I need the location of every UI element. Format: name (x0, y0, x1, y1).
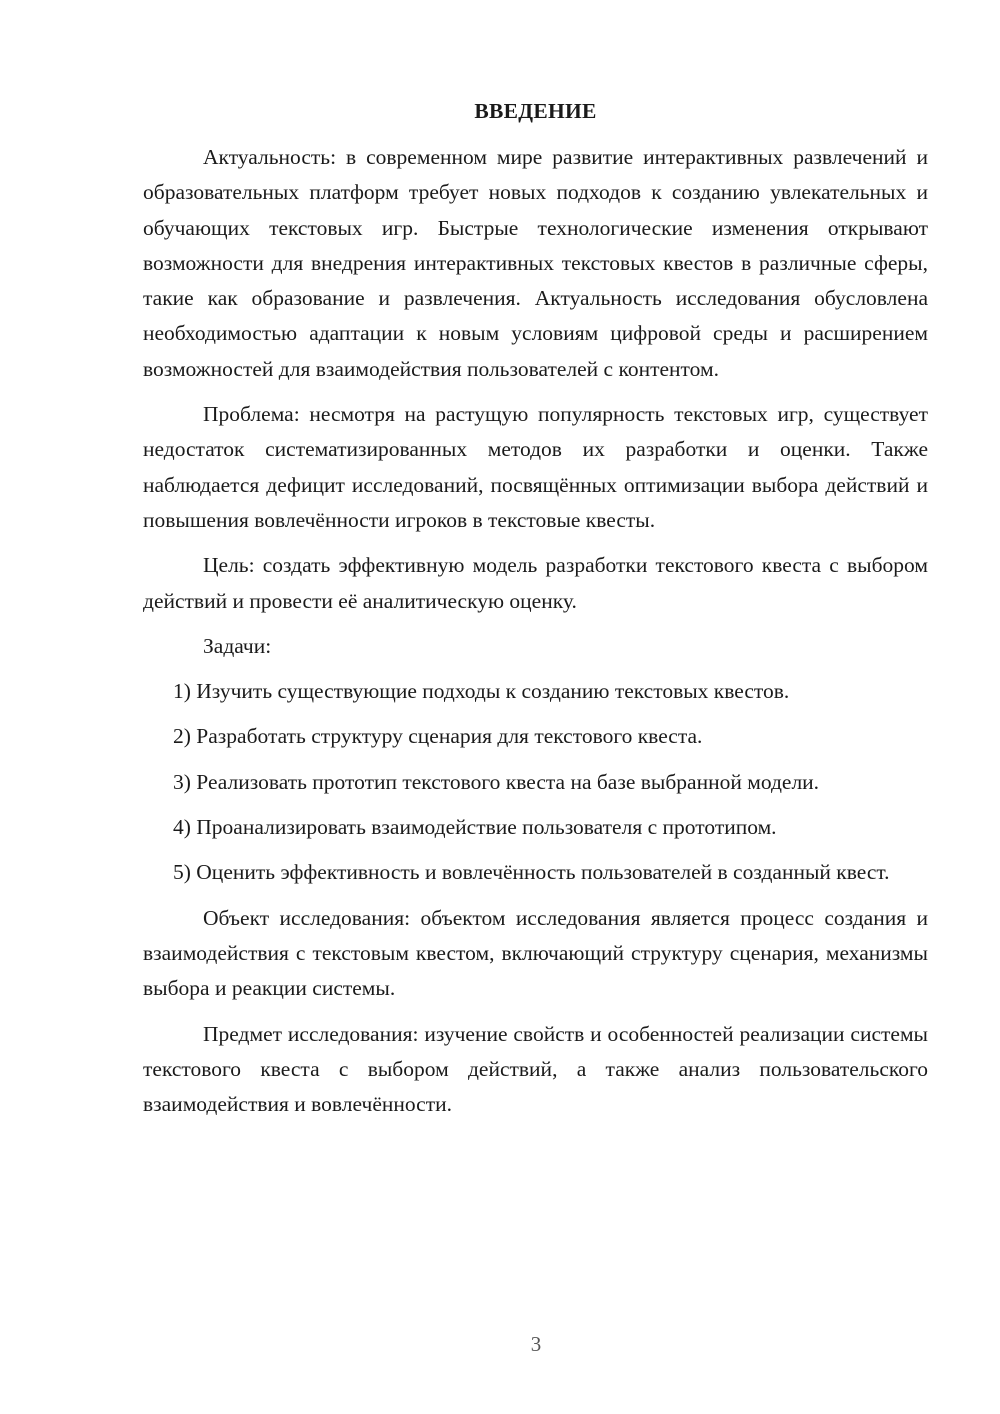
subject-paragraph: Предмет исследования: изучение свойств и особенностей реализации системы текстового квеста с выбором действий, а также анализ пользовательского взаимодействия и вовлечённости. (143, 1021, 928, 1117)
object-paragraph: Объект исследования: объектом исследования является процесс создания и взаимодействия с текстовым квестом, включающий структуру сценария, механизмы выбора и реакции системы. (143, 905, 928, 1001)
problem-paragraph: Проблема: несмотря на растущую популярность текстовых игр, существует недостаток систематизированных методов их разработки и оценки. Также наблюдается дефицит исследований, посвящённых оптимизации выбора действий и повышения вовлечённости игроков в текстовые квесты. (143, 402, 928, 532)
document-page (143, 96, 928, 1132)
task-item-3: 3) Реализовать прототип текстового квеста на базе выбранной модели. (173, 769, 820, 794)
section-title: ВВЕДЕНИЕ (474, 99, 597, 123)
task-item-4: 4) Проанализировать взаимодействие пользователя с прототипом. (173, 815, 777, 840)
task-item-5: 5) Оценить эффективность и вовлечённость пользователей в созданный квест. (173, 860, 890, 885)
task-item-1: 1) Изучить существующие подходы к созданию текстовых квестов. (173, 679, 790, 704)
goal-paragraph: Цель: создать эффективную модель разработки текстового квеста с выбором действий и провести её аналитическую оценку. (143, 553, 928, 613)
relevance-paragraph: Актуальность: в современном мире развитие интерактивных развлечений и образовательных платформ требует новых подходов к созданию увлекательных и обучающих текстовых игр. Быстрые технологические изменения открывают возможности для внедрения интерактивных текстовых квестов в различные сферы, такие как образование и развлечения. Актуальность исследования обусловлена необходимостью адаптации к новым условиям цифровой среды и расширением возможностей для взаимодействия пользователей с контентом. (143, 145, 928, 381)
tasks-heading: Задачи: (203, 633, 272, 658)
task-item-2: 2) Разработать структуру сценария для текстового квеста. (173, 724, 703, 749)
page-number: 3 (530, 1332, 542, 1356)
